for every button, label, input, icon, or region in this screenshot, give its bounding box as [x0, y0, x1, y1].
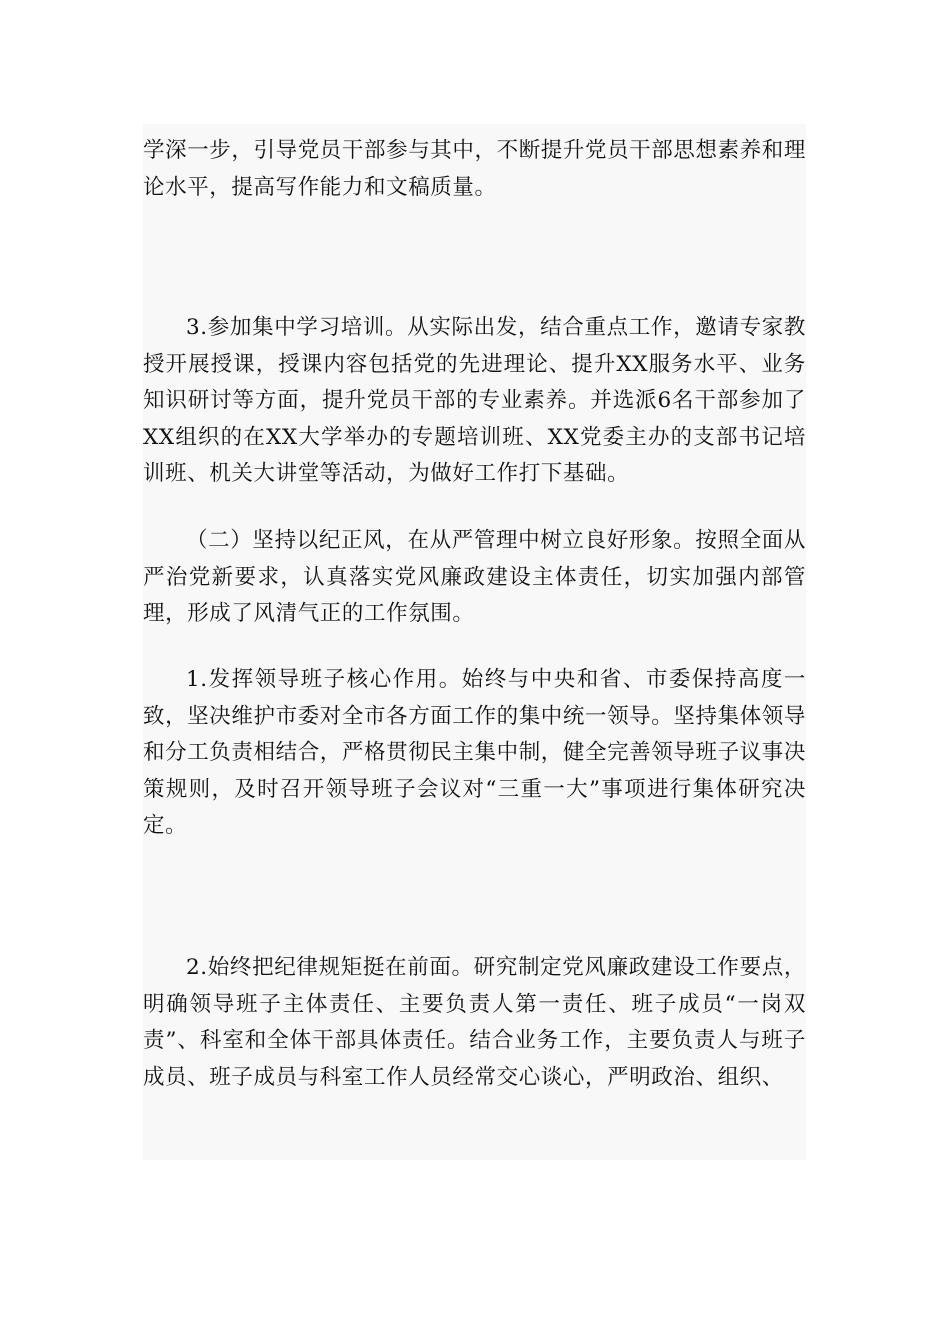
paragraph-item-1: 1.发挥领导班子核心作用。始终与中央和省、市委保持高度一致，坚决维护市委对全市各方面工作的集中统一领导。坚持集体领导和分工负责相结合，严格贯彻民主集中制，健全完善领导班子议事决策规则，及时召开领导班子会议对“三重一大”事项进行集体研究决定。 — [143, 667, 807, 838]
document-body — [143, 124, 806, 1160]
paragraph-item-2: 2.始终把纪律规矩挺在前面。研究制定党风廉政建设工作要点，明确领导班子主体责任、主要负责人第一责任、班子成员“一岗双责”、科室和全体干部具体责任。结合业务工作，主要负责人与班子成员、班子成员与科室工作人员经常交心谈心，严明政治、组织、 — [143, 955, 806, 1090]
paragraph-continued: 学深一步，引导党员干部参与其中，不断提升党员干部思想素养和理论水平，提高写作能力和文稿质量。 — [143, 138, 807, 200]
section-heading-paragraph: （二）坚持以纪正风，在从严管理中树立良好形象。按照全面从严治党新要求，认真落实党风廉政建设主体责任，切实加强内部管理，形成了风清气正的工作氛围。 — [143, 528, 806, 626]
paragraph-item-3: 3.参加集中学习培训。从实际出发，结合重点工作，邀请专家教授开展授课，授课内容包括党的先进理论、提升XX服务水平、业务知识研讨等方面，提升党员干部的专业素养。并选派6名干部参加了XX组织的在XX大学举办的专题培训班、XX党委主办的支部书记培训班、机关大讲堂等活动，为做好工作打下基础。 — [143, 315, 806, 486]
